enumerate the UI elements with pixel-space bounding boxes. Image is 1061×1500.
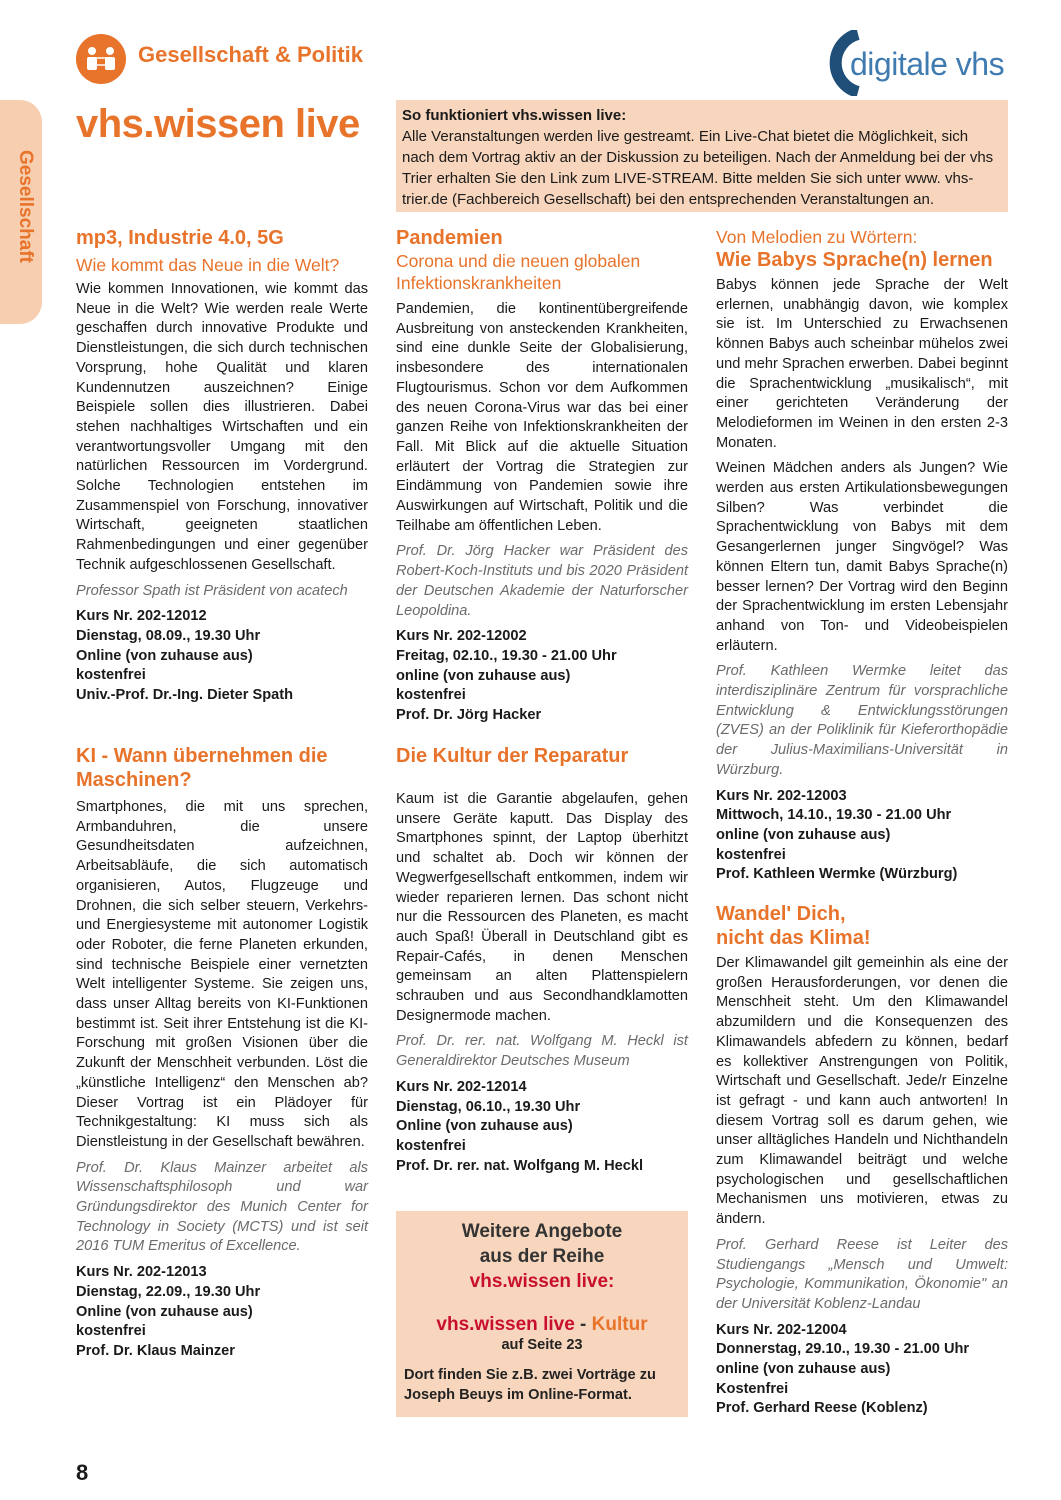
course-number: Kurs Nr. 202-12004: [716, 1321, 847, 1338]
speaker-bio: Prof. Dr. Jörg Hacker war Präsident des Robert-Koch-Instituts und bis 2020 Präsident der Deutschen Akademie der Naturforscher Leopoldina.: [396, 543, 688, 619]
course-date: Dienstag, 06.10., 19.30 Uhr: [396, 1098, 581, 1115]
course-speaker: Univ.-Prof. Dr.-Ing. Dieter Spath: [76, 687, 294, 704]
speaker-bio: Prof. Gerhard Reese ist Leiter des Studiengangs „Mensch und Umwelt: Psychologie, Kommunikation, Ökonomie" an der Universität Koblenz-Landau: [716, 1236, 1008, 1312]
logo-text: digitale vhs: [850, 46, 1005, 82]
promo-page-ref: auf Seite 23: [501, 1337, 583, 1353]
course-speaker: Prof. Dr. Jörg Hacker: [396, 707, 542, 724]
course-details: [396, 627, 688, 726]
course-speaker: Prof. Dr. Klaus Mainzer: [76, 1342, 235, 1359]
article-body: Smartphones, die mit uns sprechen, Armbanduhren, die unsere Gesundheitsdaten aufzeichnen, Arbeitsabläufe, die sich automatisch organisieren, Autos, Flugzeuge und Drohnen, die sich selber steuern, Verkehrs- und Energiesysteme mit autonomer Logistik oder Roboter, die ferne Planeten erkunden, sind technische Beispiele einer vernetzten Welt intelligenter Systeme. Sie zeigen uns, dass unser Alltag bereits von KI-Funktionen bestimmt ist. Seit ihrer Entstehung ist die KI-Forschung mit großen Visionen über die Zukunft der Menschheit verbunden. Löst die „künstliche Intelligenz“ den Menschen ab? Dieser Vortrag ist ein Plädoyer für Technikgestaltung: KI muss sich als Dienstleistung in der Gesellschaft bewähren.: [76, 799, 368, 1150]
article-body: Wie kommen Innovationen, wie kommt das Neue in die Welt? Wie werden reale Werte geschaffen durch innovative Produkte und Dienstleistungen, die sich durch technischen Vorsprung, hohe Qualität und klaren Kundennutzen auszeichnen? Einige Beispiele sollen dies illustrieren. Dabei stehen nachhaltiges Wirtschaften und ein verantwortungsvoller Umgang mit den natürlichen Ressourcen im Vordergrund. Solche Technologien entstehen im Zusammenspiel von Forschung, innovativer Wirtschaft, geeigneten staatlichen Rahmenbedingungen und einer gegenüber Technik aufgeschlossenen Gesellschaft.: [76, 281, 368, 573]
article-title: Pandemien: [396, 227, 503, 249]
article-title: mp3, Industrie 4.0, 5G: [76, 227, 284, 249]
article-kicker: Von Melodien zu Wörtern:: [716, 227, 918, 247]
course-mode: online (von zuhause aus): [716, 1361, 891, 1378]
course-number: Kurs Nr. 202-12014: [396, 1078, 527, 1095]
speaker-bio: Prof. Kathleen Wermke leitet das interdisziplinäre Zentrum für vorsprachliche Entwicklung & Entwicklungsstörungen (ZVES) an der Poliklinik für Kieferorthopädie der Julius-Maximilians-Universität in Würzburg.: [716, 663, 1008, 778]
course-mode: online (von zuhause aus): [716, 826, 891, 843]
course-number: Kurs Nr. 202-12002: [396, 628, 527, 645]
article-title-line1: Wandel' Dich,: [716, 903, 846, 925]
people-icon: [76, 34, 126, 84]
promo-box: [396, 1211, 688, 1417]
promo-line2: aus der Reihe: [479, 1246, 605, 1267]
speaker-bio: Prof. Dr. rer. nat. Wolfgang M. Heckl ist Generaldirektor Deutsches Museum: [396, 1033, 688, 1070]
article-title: Die Kultur der Reparatur: [396, 745, 629, 767]
course-details: [76, 607, 368, 706]
course-price: kostenfrei: [396, 1137, 466, 1154]
info-box-text: Alle Veranstaltungen werden live gestreamt. Ein Live-Chat bietet die Möglichkeit, sich nach dem Vortrag aktiv an der Diskussion zu beteiligen. Nach der Anmeldung bei der vhs Trier erhalten Sie den Link zum LIVE-STREAM. Bitte melden Sie sich unter www. vhs-trier.de (Fachbereich Gesellschaft) bei den entsprechenden Veranstaltungen an.: [402, 128, 994, 208]
course-speaker: Prof. Kathleen Wermke (Würzburg): [716, 866, 958, 883]
course-date: Mittwoch, 14.10., 19.30 - 21.00 Uhr: [716, 807, 952, 824]
promo-brand: [396, 1269, 688, 1294]
article-body: Pandemien, die kontinentübergreifende Ausbreitung von ansteckenden Krankheiten, sind eine dunkle Seite der Globalisierung, insbesondere des internationalen Flugtourismus. Schon vor dem Aufkommen des neuen Corona-Virus war das bei einer ganzen Reihe von Infektionskrankheiten der Fall. Mit Blick auf die aktuelle Situation erläutert der Vortrag die Strategien zur Eindämmung von Pandemien sowie ihre Auswirkungen auf Wirtschaft, Politik und die Teilhabe am öffentlichen Leben.: [396, 301, 688, 534]
course-price: Kostenfrei: [716, 1380, 789, 1397]
course-date: Dienstag, 08.09., 19.30 Uhr: [76, 627, 261, 644]
article-reparatur: [396, 744, 688, 1176]
course-mode: Online (von zuhause aus): [76, 1303, 253, 1320]
speaker-bio: Prof. Dr. Klaus Mainzer arbeitet als Wissenschaftsphilosoph und war Gründungsdirektor des Munich Center for Technology in Society (MCTS) und ist seit 2016 TUM Emeritus of Excellence.: [76, 1159, 368, 1255]
category-title: Gesellschaft & Politik: [138, 42, 363, 67]
article-title-line2: nicht das Klima!: [716, 927, 871, 949]
course-number: Kurs Nr. 202-12012: [76, 608, 207, 625]
course-number: Kurs Nr. 202-12013: [76, 1264, 207, 1281]
course-speaker: Prof. Dr. rer. nat. Wolfgang M. Heckl: [396, 1157, 644, 1174]
promo-line1: Weitere Angebote: [461, 1221, 623, 1242]
page-title: vhs.wissen live: [76, 102, 360, 146]
course-number: Kurs Nr. 202-12003: [716, 787, 847, 804]
info-box-heading: So funktioniert vhs.wissen live:: [402, 107, 627, 124]
article-body: Babys können jede Sprache der Welt erlernen, unabhängig davon, wie komplex sie ist. Im Unterschied zu Erwachsenen können Babys auch scheinbar mühelos zwei und mehr Sprachen erwerben. Dabei beginnt die Sprachentwicklung „musikalisch“, mit einer gerichteten Veränderung der Melodieformen im Weinen in den ersten 2-3 Monaten.: [716, 277, 1008, 451]
course-details: [716, 1321, 1008, 1420]
course-price: kostenfrei: [716, 846, 786, 863]
course-price: kostenfrei: [76, 1323, 146, 1340]
digitale-vhs-logo: [826, 30, 1016, 96]
course-date: Freitag, 02.10., 19.30 - 21.00 Uhr: [396, 647, 617, 664]
article-body: Kaum ist die Garantie abgelaufen, gehen unsere Geräte kaputt. Das Display des Smartphones spinnt, der Laptop überhitzt und schaltet ab. Doch wir können der Wegwerfgesellschaft entkommen, indem wir wieder reparieren lernen. Das schont nicht nur die Ressourcen des Planeten, es macht auch Spaß! Überall in Deutschland gibt es Repair-Cafés, in denen Menschen gemeinsam an alten Plattenspielern schrauben und aus Secondhandklamotten Designermode machen.: [396, 791, 688, 1024]
article-babys: [716, 226, 1008, 885]
course-details: [396, 1078, 688, 1177]
article-ki: [76, 744, 368, 1362]
article-pandemien: [396, 226, 688, 726]
article-subtitle: Wie kommt das Neue in die Welt?: [76, 255, 340, 275]
side-tab: [0, 100, 42, 324]
article-industrie: [76, 226, 368, 706]
course-mode: Online (von zuhause aus): [76, 647, 253, 664]
course-date: Donnerstag, 29.10., 19.30 - 21.00 Uhr: [716, 1341, 970, 1358]
brand-wissen: wissen live:: [507, 1271, 615, 1292]
brand-vhs: vhs.: [469, 1271, 508, 1292]
course-price: kostenfrei: [76, 667, 146, 684]
speaker-bio: Professor Spath ist Präsident von acatech: [76, 582, 348, 599]
course-speaker: Prof. Gerhard Reese (Koblenz): [716, 1400, 928, 1417]
article-subtitle: Corona und die neuen globalen Infektionskrankheiten: [396, 251, 641, 293]
article-title: Wie Babys Sprache(n) lernen: [716, 249, 993, 271]
course-price: kostenfrei: [396, 687, 466, 704]
info-box: [396, 100, 1008, 212]
article-body-2: Weinen Mädchen anders als Jungen? Wie werden aus ersten Artikulationsbewegungen Silben? Was verbindet die Sprachentwicklung von Babys mit dem Gesangerlernen junger Singvögel? Was können Eltern tun, damit Babys Sprache(n) besser lernen? Der Vortrag wird den Beginn der Sprachentwicklung im ersten Lebensjahr anhand von Ton- und Videobeispielen erläutern.: [716, 460, 1008, 654]
promo-note: Dort finden Sie z.B. zwei Vorträge zu Joseph Beuys im Online-Format.: [404, 1367, 656, 1403]
course-details: [716, 787, 1008, 886]
page-number: 8: [76, 1460, 89, 1485]
course-details: [76, 1263, 368, 1362]
course-mode: online (von zuhause aus): [396, 667, 571, 684]
promo-kultur-link[interactable]: vhs.wissen live - Kultur: [436, 1314, 648, 1335]
course-mode: Online (von zuhause aus): [396, 1118, 573, 1135]
side-tab-label: Gesellschaft: [15, 150, 36, 263]
article-title: KI - Wann übernehmen die Maschinen?: [76, 745, 328, 791]
course-date: Dienstag, 22.09., 19.30 Uhr: [76, 1283, 261, 1300]
article-klima: [716, 902, 1008, 1419]
article-body: Der Klimawandel gilt gemeinhin als eine der großen Herausforderungen, vor denen die Menschheit steht. Um den Klimawandel abzumildern und die Konsequenzen des Klimawandels abfedern zu können, bedarf es kollektiver Anstrengungen von Politik, Wirtschaft und Gesellschaft. Jede/r Einzelne ist gefragt - und kann auch antworten! In diesem Vortrag soll es darum gehen, wie unser alltägliches Handeln und Nichthandeln zum Klimawandel beiträgt und welche psychologischen und gesellschaftlichen Mechanismen uns motivieren, etwas zu ändern.: [716, 955, 1008, 1228]
